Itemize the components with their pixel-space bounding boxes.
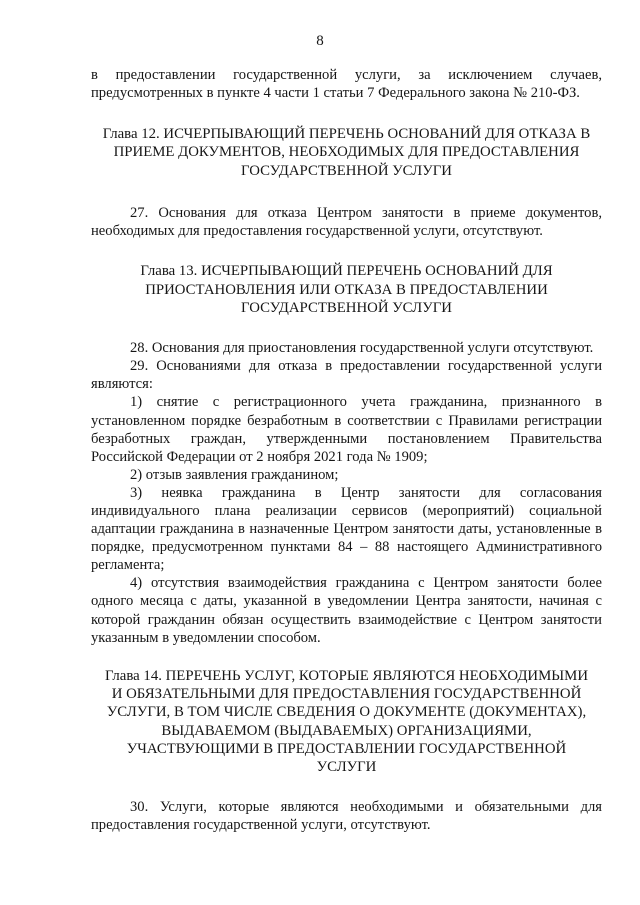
chapter-12-heading	[91, 125, 602, 180]
intro-paragraph: в предоставлении государственной услуги, за исключением случаев, предусмотренных в пункте 4 части 1 статьи 7 Федерального закона № 210-ФЗ.	[91, 67, 602, 102]
document-body	[91, 66, 602, 834]
list-item-1: 1) снятие с регистрационного учета гражданина, признанного в установленном порядке безработным в соответствии с Правилами регистрации безработных граждан, утвержденными постановлением Правительства Российской Федерации от 2 ноября 2021 года № 1909;	[91, 394, 602, 465]
chapter-13-heading-line: ГОСУДАРСТВЕННОЙ УСЛУГИ	[241, 299, 452, 316]
chapter-12-heading-line: ПРИЕМЕ ДОКУМЕНТОВ, НЕОБХОДИМЫХ ДЛЯ ПРЕДОСТАВЛЕНИЯ	[113, 144, 580, 161]
chapter-14-heading-line: УЧАСТВУЮЩИМИ В ПРЕДОСТАВЛЕНИИ ГОСУДАРСТВЕННОЙ	[126, 740, 567, 757]
chapter-14-heading-line: УСЛУГИ	[316, 759, 377, 776]
chapter-13-heading	[91, 262, 602, 317]
paragraph-28: 28. Основания для приостановления государственной услуги отсутствуют.	[130, 340, 594, 357]
chapter-12-heading-line: Глава 12. ИСЧЕРПЫВАЮЩИЙ ПЕРЕЧЕНЬ ОСНОВАНИЙ ДЛЯ ОТКАЗА В	[102, 126, 591, 143]
list-item-4: 4) отсутствия взаимодействия гражданина с Центром занятости более одного месяца с даты, указанной в уведомлении Центра занятости, начиная с которой гражданин обязан осуществить взаимодействие с Центром занятости указанным в уведомлении способом.	[91, 575, 602, 646]
chapter-14-heading-line: УСЛУГИ, В ТОМ ЧИСЛЕ СВЕДЕНИЯ О ДОКУМЕНТЕ (ДОКУМЕНТАХ),	[106, 704, 587, 721]
paragraph-30: 30. Услуги, которые являются необходимыми и обязательными для предоставления государственной услуги, отсутствуют.	[91, 798, 602, 833]
list-item-2: 2) отзыв заявления гражданином;	[130, 466, 339, 483]
chapter-12-heading-line: ГОСУДАРСТВЕННОЙ УСЛУГИ	[241, 162, 452, 179]
chapter-14-heading-line: ВЫДАВАЕМОМ (ВЫДАВАЕМЫХ) ОРГАНИЗАЦИЯМИ,	[161, 722, 532, 739]
chapter-14-heading-line: Глава 14. ПЕРЕЧЕНЬ УСЛУГ, КОТОРЫЕ ЯВЛЯЮТСЯ НЕОБХОДИМЫМИ	[104, 667, 589, 684]
list-item-3: 3) неявка гражданина в Центр занятости для согласования индивидуального плана реализации сервисов (мероприятий) социальной адаптации гражданина в назначенные Центром занятости даты, установленные в порядке, предусмотренном пунктами 84 – 88 настоящего Административного регламента;	[91, 484, 602, 574]
paragraph-27: 27. Основания для отказа Центром занятости в приеме документов, необходимых для предоставления государственной услуги, отсутствуют.	[91, 205, 602, 240]
paragraph-29: 29. Основаниями для отказа в предоставлении государственной услуги являются:	[91, 358, 602, 393]
page-number: 8	[316, 33, 324, 49]
chapter-13-heading-line: ПРИОСТАНОВЛЕНИЯ ИЛИ ОТКАЗА В ПРЕДОСТАВЛЕНИИ	[145, 281, 548, 298]
chapter-14-heading	[91, 667, 602, 777]
chapter-13-heading-line: Глава 13. ИСЧЕРПЫВАЮЩИЙ ПЕРЕЧЕНЬ ОСНОВАНИЙ ДЛЯ	[140, 263, 553, 280]
chapter-14-heading-line: И ОБЯЗАТЕЛЬНЫМИ ДЛЯ ПРЕДОСТАВЛЕНИЯ ГОСУДАРСТВЕННОЙ	[111, 686, 582, 703]
